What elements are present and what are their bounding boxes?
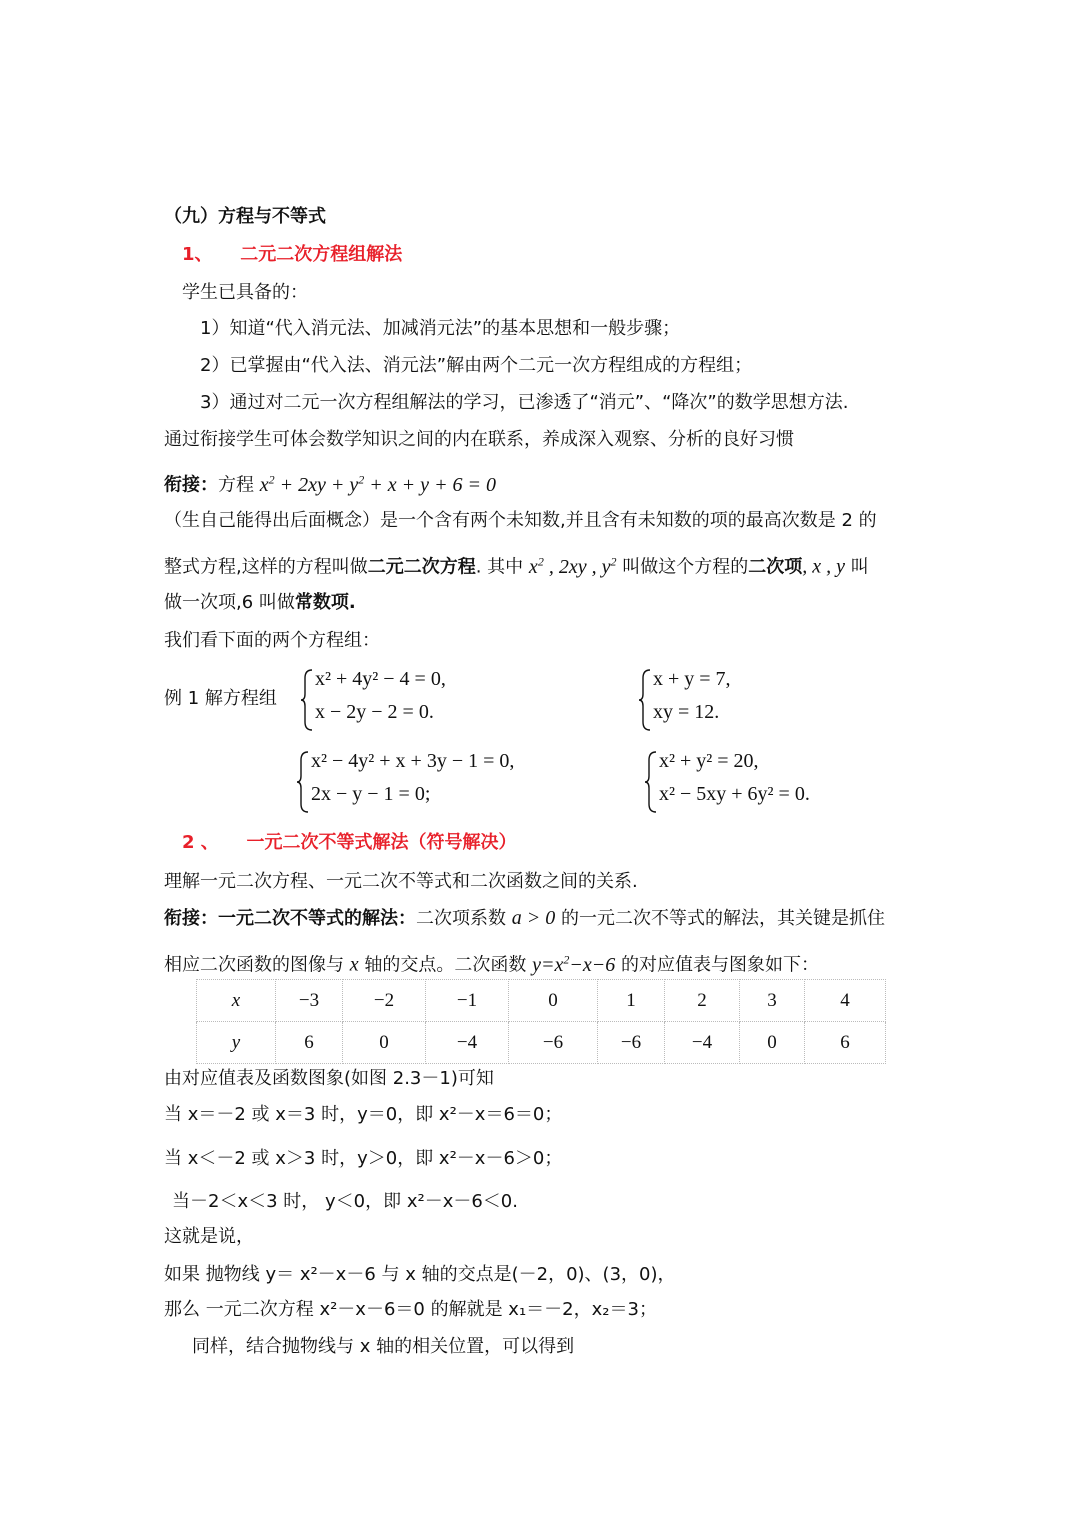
conclusion-line: 这就是说，	[164, 1226, 254, 1247]
table-cell: 0	[740, 1022, 805, 1064]
heading-1-number: 1、	[182, 244, 213, 265]
conclusion-line: 当－2＜x＜3 时， y＜0，即 x²－x－6＜0.	[172, 1191, 518, 1212]
connect-paragraph: 通过衔接学生可体会数学知识之间的内在联系，养成深入观察、分析的良好习惯	[164, 429, 794, 450]
function-text: 的对应值表与图象如下：	[621, 954, 819, 976]
linear-vars: , x , y	[802, 555, 845, 578]
equation-system-1	[300, 668, 500, 732]
function-text: 轴的交点。二次函数	[364, 954, 527, 976]
term-quadratic-terms: 二次项	[748, 556, 803, 578]
table-cell: −4	[665, 1022, 740, 1064]
definition-line-2	[164, 548, 869, 581]
system-3-eq-1: x² − 4y² + x + 3y − 1 = 0,	[311, 750, 515, 772]
table-header-y: y	[197, 1022, 276, 1064]
heading-1-title: 二元二次方程组解法	[240, 244, 403, 265]
coefficient-condition: a > 0	[511, 907, 556, 929]
equation-label: 衔接：	[164, 474, 218, 496]
table-cell: −3	[276, 980, 343, 1022]
system-4-eq-1: x² + y² = 20,	[659, 750, 759, 772]
table-cell: 4	[805, 980, 886, 1022]
table-row-x	[197, 980, 886, 1022]
system-4-eq-2: x² − 5xy + 6y² = 0.	[659, 783, 810, 805]
table-cell: 6	[276, 1022, 343, 1064]
left-brace-icon	[296, 750, 310, 814]
section-title: （九）方程与不等式	[164, 206, 326, 227]
table-cell: 2	[665, 980, 740, 1022]
definition-text: 做一次项,6 叫做	[164, 592, 295, 613]
table-header-x: x	[197, 980, 276, 1022]
value-table	[196, 979, 886, 1064]
definition-line-1: （生自己能得出后面概念）是一个含有两个未知数,并且含有未知数的项的最高次数是 2 的	[164, 510, 877, 531]
system-1-eq-1: x² + 4y² − 4 = 0,	[315, 668, 446, 690]
table-row-y	[197, 1022, 886, 1064]
connect-text: 二次项系数	[416, 908, 506, 929]
table-cell: 6	[805, 1022, 886, 1064]
conclusion-line: 同样，结合抛物线与 x 轴的相关位置，可以得到	[192, 1336, 575, 1357]
definition-line-3	[164, 590, 356, 616]
main-equation: $x^2 + 2xy + y^2 + x + y + 6 = 0$	[259, 472, 497, 496]
equation-prefix: 方程	[218, 474, 254, 496]
system-2-eq-1: x + y = 7,	[653, 668, 731, 690]
equation-system-4	[644, 750, 854, 814]
table-cell: −2	[343, 980, 426, 1022]
definition-text: . 其中	[475, 556, 524, 578]
list-item: 2）已掌握由“代入法、消元法”解由两个二元一次方程组成的方程组；	[200, 355, 753, 376]
example-label: 例 1 解方程组	[164, 688, 277, 709]
table-cell: −6	[509, 1022, 598, 1064]
table-cell: 1	[598, 980, 665, 1022]
relation-paragraph: 理解一元二次方程、一元二次不等式和二次函数之间的关系.	[164, 871, 638, 892]
system-2-eq-2: xy = 12.	[653, 701, 720, 723]
term-bivariate-quadratic: 二元二次方程	[367, 556, 476, 578]
definition-text: 叫做这个方程的	[622, 556, 749, 578]
left-brace-icon	[644, 750, 658, 814]
left-brace-icon	[300, 668, 314, 732]
term-constant: 常数项.	[294, 592, 356, 613]
equation-line	[164, 466, 496, 499]
heading-2-title: 一元二次不等式解法（符号解决）	[246, 832, 517, 853]
conclusion-line: 当 x＜－2 或 x＞3 时，y＞0，即 x²－x－6＞0；	[164, 1148, 563, 1169]
definition-text: 整式方程,这样的方程叫做	[164, 556, 368, 578]
table-cell: −1	[426, 980, 509, 1022]
definition-text: 叫	[850, 556, 869, 578]
system-3-eq-2: 2x − y − 1 = 0;	[311, 783, 431, 805]
quadratic-function: $y=x^2-x-6$	[532, 952, 616, 976]
conclusion-line: 当 x＝－2 或 x＝3 时，y＝0，即 x²－x＝6＝0；	[164, 1104, 563, 1125]
connect-line-2	[164, 905, 885, 932]
table-cell: 0	[343, 1022, 426, 1064]
table-cell: −4	[426, 1022, 509, 1064]
table-cell: 0	[509, 980, 598, 1022]
quadratic-terms: $x^2$ , 2xy , $y^2$	[528, 554, 617, 578]
list-item: 3）通过对二元一次方程组解法的学习，已渗透了“消元”、“降次”的数学思想方法.	[200, 392, 849, 413]
connect-text: 的一元二次不等式的解法，其关键是抓住	[560, 908, 885, 929]
conclusion-line: 由对应值表及函数图象(如图 2.3－1)可知	[164, 1068, 494, 1089]
heading-2-number: 2 、	[182, 832, 219, 853]
x-axis-var: x	[349, 953, 359, 976]
left-brace-icon	[638, 668, 652, 732]
system-1-eq-2: x − 2y − 2 = 0.	[315, 701, 434, 723]
table-cell: 3	[740, 980, 805, 1022]
conclusion-line: 如果 抛物线 y＝ x²－x－6 与 x 轴的交点是(－2，0)、(3，0)，	[164, 1264, 676, 1285]
systems-intro: 我们看下面的两个方程组：	[164, 630, 380, 651]
intro-text: 学生已具备的：	[182, 282, 308, 303]
function-line	[164, 946, 819, 979]
connect-label: 衔接：一元二次不等式的解法：	[164, 908, 416, 929]
function-text: 相应二次函数的图像与	[164, 954, 344, 976]
heading-1	[182, 242, 402, 268]
heading-2	[182, 830, 517, 856]
list-item: 1）知道“代入消元法、加减消元法”的基本思想和一般步骤；	[200, 318, 681, 339]
equation-system-3	[296, 750, 546, 814]
table-cell: −6	[598, 1022, 665, 1064]
equation-system-2	[638, 668, 788, 732]
conclusion-line: 那么 一元二次方程 x²－x－6＝0 的解就是 x₁＝－2，x₂＝3；	[164, 1299, 657, 1320]
